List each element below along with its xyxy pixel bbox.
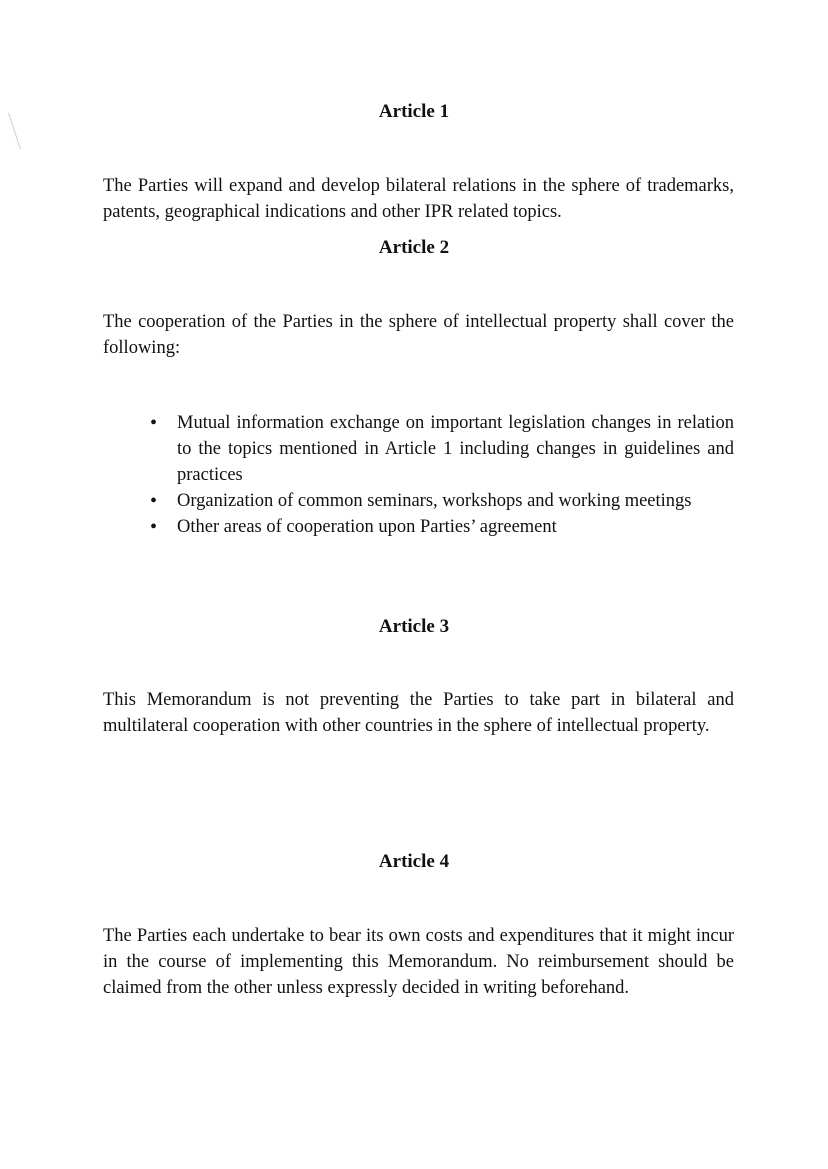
- article-2-bullet-list: [150, 410, 734, 540]
- article-2-text: The cooperation of the Parties in the sphere of intellectual property shall cover the following:: [103, 312, 734, 358]
- article-4-heading: Article 4: [378, 851, 450, 872]
- article-2-heading: Article 2: [378, 237, 450, 258]
- article-3-text: This Memorandum is not preventing the Parties to take part in bilateral and multilateral cooperation with other countries in the sphere of intellectual property.: [103, 690, 734, 736]
- article-3-heading: Article 3: [378, 616, 450, 637]
- bullet-item: • Organization of common seminars, workshops and working meetings: [150, 488, 734, 514]
- article-1-heading: Article 1: [378, 101, 450, 122]
- bullet-item: • Other areas of cooperation upon Parties’ agreement: [150, 514, 734, 540]
- article-4-text: The Parties each undertake to bear its own costs and expenditures that it might incur in the course of implementing this Memorandum. No reimbursement should be claimed from the other unless expressly decided in writing beforehand.: [103, 926, 734, 998]
- bullet-item: • Mutual information exchange on important legislation changes in relation to the topics mentioned in Article 1 including changes in guidelines and practices: [150, 410, 734, 488]
- article-1-text: The Parties will expand and develop bilateral relations in the sphere of trademarks, patents, geographical indications and other IPR related topics.: [103, 176, 734, 222]
